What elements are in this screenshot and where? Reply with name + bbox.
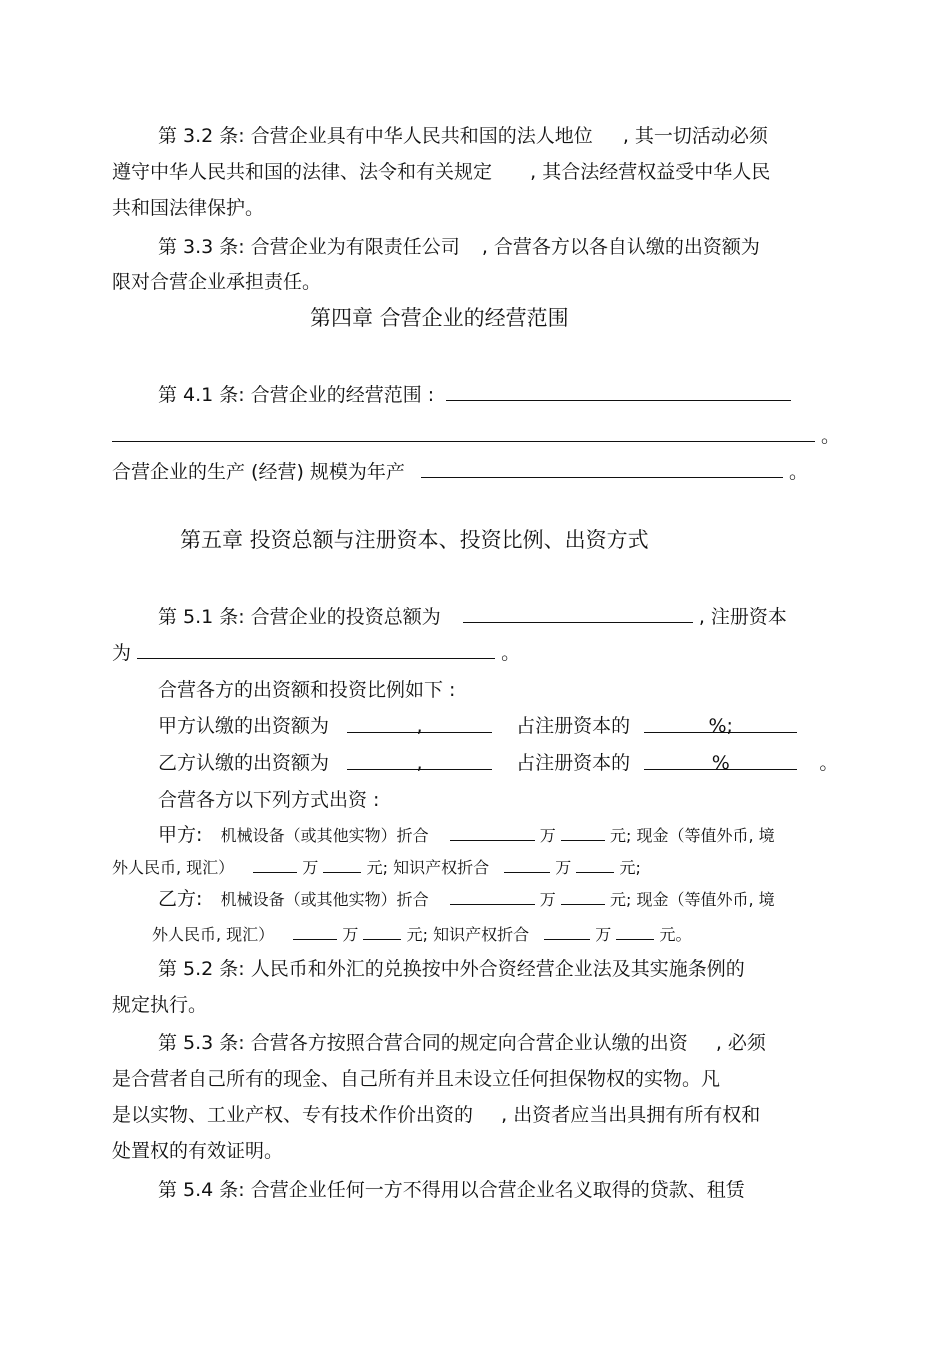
chapter-4-title: 第四章 合营企业的经营范围 — [310, 306, 569, 330]
blank-line[interactable] — [463, 604, 693, 623]
art-5-1-line-1 — [158, 604, 787, 629]
blank-line[interactable] — [616, 921, 654, 940]
art-5-2-line-2: 规定执行。 — [112, 994, 208, 1016]
blank-line[interactable] — [347, 751, 492, 774]
text: 乙方认缴的出资额为 — [158, 752, 330, 774]
text: 元; — [619, 858, 641, 877]
blank-line[interactable] — [576, 854, 614, 873]
blank-line[interactable] — [293, 921, 337, 940]
text: 。 — [501, 642, 521, 664]
comma: , — [416, 715, 423, 737]
text: 第 5.3 条: 合营各方按照合营合同的规定向合营企业认缴的出资 — [158, 1032, 688, 1054]
art-3-3-line-1 — [158, 235, 760, 259]
party-a-method-line-1 — [158, 822, 775, 848]
text: 万 — [555, 858, 572, 877]
art-5-2-line-1: 第 5.2 条: 人民币和外汇的兑换按中外合资经营企业法及其实施条例的 — [158, 958, 745, 980]
art-5-3-line-3 — [112, 1103, 760, 1127]
text: 机械设备（或其他实物）折合 — [220, 826, 429, 845]
art-5-3-line-4: 处置权的有效证明。 — [112, 1140, 284, 1162]
text: 元。 — [659, 925, 692, 944]
blank-line[interactable] — [644, 714, 797, 737]
text: 第 5.1 条: 合营企业的投资总额为 — [158, 606, 441, 628]
blank-line[interactable] — [450, 886, 535, 905]
contribution-method-heading: 合营各方以下列方式出资 : — [158, 789, 380, 811]
art-5-3-line-2: 是合营者自己所有的现金、自己所有并且未设立任何担保物权的实物。凡 — [112, 1068, 721, 1090]
blank-line[interactable] — [363, 921, 401, 940]
art-3-3-line-2: 限对合营企业承担责任。 — [112, 271, 322, 293]
text: 万 — [539, 890, 556, 909]
text: 外人民币, 现汇） — [152, 925, 275, 944]
chapter-5-title: 第五章 投资总额与注册资本、投资比例、出资方式 — [180, 528, 649, 552]
text: , 其一切活动必须 — [622, 125, 768, 147]
comma: , — [416, 752, 423, 774]
text: 现金（等值外币, 境 — [636, 890, 775, 909]
text: 万 — [595, 925, 612, 944]
text: 知识产权折合 — [433, 925, 530, 944]
art-4-1-line-3 — [112, 459, 808, 484]
text: 外人民币, 现汇） — [112, 858, 235, 877]
art-3-2-line-1 — [158, 124, 768, 148]
party-a-contribution — [158, 714, 797, 738]
blank-line[interactable] — [446, 382, 791, 401]
art-5-1-line-2 — [112, 640, 520, 665]
text: 元; — [406, 925, 428, 944]
blank-line[interactable] — [504, 854, 550, 873]
text: 占注册资本的 — [516, 752, 631, 774]
text: 现金（等值外币, 境 — [636, 826, 775, 845]
art-3-2-line-2 — [112, 160, 770, 184]
percent: % — [711, 752, 730, 774]
text: 。 — [819, 752, 839, 774]
art-5-4-line-1: 第 5.4 条: 合营企业任何一方不得用以合营企业名义取得的贷款、租赁 — [158, 1179, 745, 1201]
text: , 注册资本 — [698, 606, 787, 628]
text: 合营企业的生产 (经营) 规模为年产 — [112, 461, 405, 483]
art-4-1-line-1 — [158, 382, 791, 407]
text: , 必须 — [715, 1032, 766, 1054]
blank-line[interactable] — [347, 714, 492, 737]
art-3-2-line-3: 共和国法律保护。 — [112, 197, 265, 219]
text: , 出资者应当出具拥有所有权和 — [501, 1104, 761, 1126]
text: 元; — [610, 890, 632, 909]
blank-line[interactable] — [137, 640, 495, 659]
party-b-contribution — [158, 751, 838, 775]
blank-line[interactable] — [561, 886, 605, 905]
blank-line[interactable] — [253, 854, 297, 873]
text: 。 — [789, 461, 809, 483]
blank-line[interactable] — [544, 921, 590, 940]
text: 。 — [821, 425, 841, 447]
blank-line[interactable] — [421, 459, 783, 478]
text: 知识产权折合 — [393, 858, 490, 877]
text: 万 — [342, 925, 359, 944]
text: 第 3.2 条: 合营企业具有中华人民共和国的法人地位 — [158, 125, 593, 147]
text: 为 — [112, 642, 132, 664]
text: 遵守中华人民共和国的法律、法令和有关规定 — [112, 161, 493, 183]
text: 万 — [302, 858, 319, 877]
text: 甲方: — [158, 824, 203, 846]
art-5-1-line-3: 合营各方的出资额和投资比例如下 : — [158, 679, 456, 701]
blank-line[interactable] — [644, 751, 797, 774]
text: , 其合法经营权益受中华人民 — [530, 161, 771, 183]
art-5-3-line-1 — [158, 1031, 766, 1055]
text: , 合营各方以各自认缴的出资额为 — [481, 236, 760, 258]
blank-line[interactable] — [450, 822, 535, 841]
blank-line[interactable] — [561, 822, 605, 841]
blank-line[interactable] — [112, 423, 815, 442]
text: 机械设备（或其他实物）折合 — [220, 890, 429, 909]
text: 乙方: — [158, 888, 203, 910]
text: 第 4.1 条: 合营企业的经营范围 : — [158, 384, 435, 406]
text: 万 — [539, 826, 556, 845]
percent: %; — [708, 715, 733, 737]
blank-line[interactable] — [323, 854, 361, 873]
text: 占注册资本的 — [516, 715, 631, 737]
text: 元; — [610, 826, 632, 845]
party-a-method-line-2 — [112, 854, 641, 880]
party-b-method-line-2 — [152, 921, 692, 947]
art-4-1-line-2 — [112, 423, 840, 448]
text: 是以实物、工业产权、专有技术作价出资的 — [112, 1104, 474, 1126]
text: 甲方认缴的出资额为 — [158, 715, 330, 737]
party-b-method-line-1 — [158, 886, 775, 912]
text: 第 3.3 条: 合营企业为有限责任公司 — [158, 236, 460, 258]
text: 元; — [366, 858, 388, 877]
